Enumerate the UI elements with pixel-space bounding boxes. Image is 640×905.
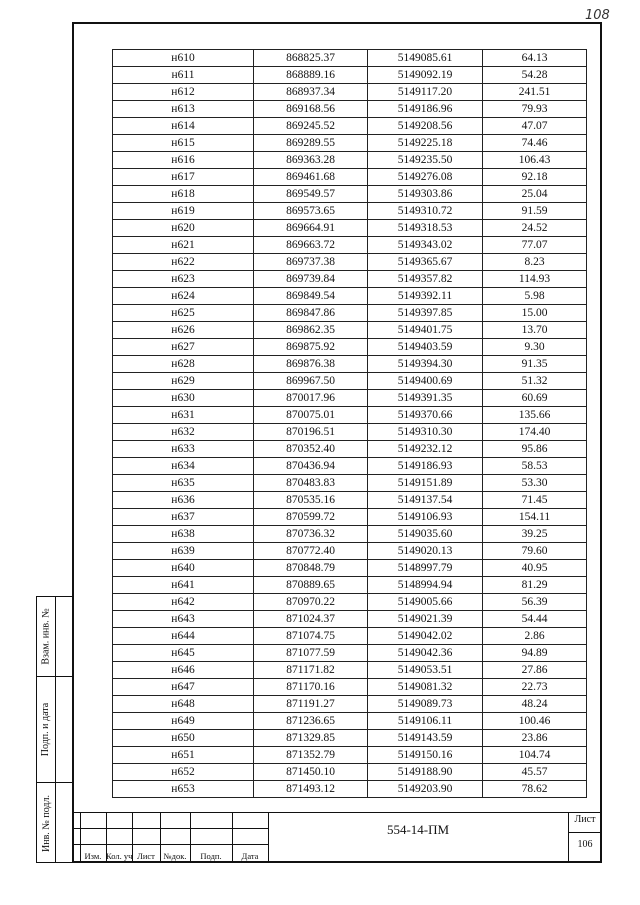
y-coordinate-cell: 5149021.39 [368,611,483,628]
point-name-cell: н616 [113,152,254,169]
distance-cell: 54.44 [483,611,587,628]
point-name-cell: н612 [113,84,254,101]
x-coordinate-cell: 869573.65 [254,203,368,220]
x-coordinate-cell: 869849.54 [254,288,368,305]
table-row [113,509,587,526]
point-name-cell: н642 [113,594,254,611]
table-row [113,679,587,696]
y-coordinate-cell: 5149085.61 [368,50,483,67]
distance-cell: 135.66 [483,407,587,424]
distance-cell: 94.89 [483,645,587,662]
table-row [113,339,587,356]
x-coordinate-cell: 869289.55 [254,135,368,152]
point-name-cell: н633 [113,441,254,458]
distance-cell: 81.29 [483,577,587,594]
distance-cell: 174.40 [483,424,587,441]
point-name-cell: н643 [113,611,254,628]
point-name-cell: н620 [113,220,254,237]
x-coordinate-cell: 870535.16 [254,492,368,509]
point-name-cell: н651 [113,747,254,764]
y-coordinate-cell: 5149232.12 [368,441,483,458]
y-coordinate-cell: 5149092.19 [368,67,483,84]
point-name-cell: н653 [113,781,254,798]
distance-cell: 241.51 [483,84,587,101]
table-row [113,594,587,611]
point-name-cell: н639 [113,543,254,560]
distance-cell: 58.53 [483,458,587,475]
x-coordinate-cell: 869461.68 [254,169,368,186]
distance-cell: 25.04 [483,186,587,203]
table-row [113,50,587,67]
y-coordinate-cell: 5149042.36 [368,645,483,662]
x-coordinate-cell: 870196.51 [254,424,368,441]
y-coordinate-cell: 5148997.79 [368,560,483,577]
distance-cell: 15.00 [483,305,587,322]
side-label-inv-original: Инв. № подл. [40,794,52,852]
distance-cell: 92.18 [483,169,587,186]
x-coordinate-cell: 870017.96 [254,390,368,407]
table-row [113,441,587,458]
table-row [113,747,587,764]
y-coordinate-cell: 5149392.11 [368,288,483,305]
table-row [113,526,587,543]
x-coordinate-cell: 871493.12 [254,781,368,798]
y-coordinate-cell: 5149042.02 [368,628,483,645]
x-coordinate-cell: 869549.57 [254,186,368,203]
table-row [113,271,587,288]
point-name-cell: н631 [113,407,254,424]
y-coordinate-cell: 5149303.86 [368,186,483,203]
y-coordinate-cell: 5149089.73 [368,696,483,713]
x-coordinate-cell: 870075.01 [254,407,368,424]
table-row [113,288,587,305]
table-row [113,237,587,254]
y-coordinate-cell: 5149053.51 [368,662,483,679]
table-row [113,475,587,492]
distance-cell: 78.62 [483,781,587,798]
stamp-label-count: Кол. уч [106,851,132,861]
distance-cell: 2.86 [483,628,587,645]
side-label-replace-inv: Взам. инв. № [40,608,52,665]
title-block [72,812,602,863]
stamp-label-date: Дата [241,851,259,861]
x-coordinate-cell: 869168.56 [254,101,368,118]
x-coordinate-cell: 870736.32 [254,526,368,543]
document-code: 554-14-ПМ [386,822,450,837]
point-name-cell: н626 [113,322,254,339]
sheet-label: Лист [574,814,596,825]
coordinates-table [112,49,587,798]
point-name-cell: н614 [113,118,254,135]
stamp-label-doc: №док. [163,851,187,861]
point-name-cell: н632 [113,424,254,441]
y-coordinate-cell: 5149143.59 [368,730,483,747]
y-coordinate-cell: 5149370.66 [368,407,483,424]
point-name-cell: н646 [113,662,254,679]
point-name-cell: н652 [113,764,254,781]
table-row [113,169,587,186]
sheet-number: 106 [577,839,593,850]
y-coordinate-cell: 5149394.30 [368,356,483,373]
table-row [113,696,587,713]
y-coordinate-cell: 5148994.94 [368,577,483,594]
distance-cell: 5.98 [483,288,587,305]
distance-cell: 45.57 [483,764,587,781]
y-coordinate-cell: 5149203.90 [368,781,483,798]
table-row [113,730,587,747]
distance-cell: 79.93 [483,101,587,118]
y-coordinate-cell: 5149235.50 [368,152,483,169]
table-row [113,322,587,339]
point-name-cell: н638 [113,526,254,543]
distance-cell: 47.07 [483,118,587,135]
x-coordinate-cell: 868825.37 [254,50,368,67]
table-row [113,67,587,84]
side-stamp [36,596,72,863]
distance-cell: 64.13 [483,50,587,67]
y-coordinate-cell: 5149365.67 [368,254,483,271]
point-name-cell: н628 [113,356,254,373]
x-coordinate-cell: 871074.75 [254,628,368,645]
table-row [113,254,587,271]
y-coordinate-cell: 5149391.35 [368,390,483,407]
x-coordinate-cell: 871236.65 [254,713,368,730]
x-coordinate-cell: 871077.59 [254,645,368,662]
table-row [113,84,587,101]
point-name-cell: н610 [113,50,254,67]
x-coordinate-cell: 869663.72 [254,237,368,254]
distance-cell: 54.28 [483,67,587,84]
y-coordinate-cell: 5149357.82 [368,271,483,288]
table-row [113,407,587,424]
y-coordinate-cell: 5149106.11 [368,713,483,730]
table-row [113,458,587,475]
y-coordinate-cell: 5149150.16 [368,747,483,764]
point-name-cell: н635 [113,475,254,492]
point-name-cell: н634 [113,458,254,475]
y-coordinate-cell: 5149106.93 [368,509,483,526]
distance-cell: 100.46 [483,713,587,730]
distance-cell: 91.35 [483,356,587,373]
table-row [113,186,587,203]
distance-cell: 48.24 [483,696,587,713]
table-row [113,118,587,135]
distance-cell: 95.86 [483,441,587,458]
point-name-cell: н622 [113,254,254,271]
table-row [113,628,587,645]
distance-cell: 56.39 [483,594,587,611]
point-name-cell: н630 [113,390,254,407]
point-name-cell: н648 [113,696,254,713]
stamp-label-sheet: Лист [137,851,155,861]
point-name-cell: н618 [113,186,254,203]
x-coordinate-cell: 869245.52 [254,118,368,135]
x-coordinate-cell: 871450.10 [254,764,368,781]
distance-cell: 71.45 [483,492,587,509]
x-coordinate-cell: 871170.16 [254,679,368,696]
table-row [113,356,587,373]
x-coordinate-cell: 871024.37 [254,611,368,628]
point-name-cell: н629 [113,373,254,390]
x-coordinate-cell: 869739.84 [254,271,368,288]
point-name-cell: н645 [113,645,254,662]
table-row [113,305,587,322]
table-row [113,645,587,662]
point-name-cell: н625 [113,305,254,322]
stamp-label-change: Изм. [84,851,102,861]
distance-cell: 22.73 [483,679,587,696]
y-coordinate-cell: 5149310.72 [368,203,483,220]
distance-cell: 53.30 [483,475,587,492]
y-coordinate-cell: 5149225.18 [368,135,483,152]
point-name-cell: н623 [113,271,254,288]
table-row [113,373,587,390]
table-row [113,611,587,628]
table-row [113,152,587,169]
table-row [113,424,587,441]
table-row [113,101,587,118]
x-coordinate-cell: 870772.40 [254,543,368,560]
y-coordinate-cell: 5149137.54 [368,492,483,509]
x-coordinate-cell: 871191.27 [254,696,368,713]
table-row [113,577,587,594]
x-coordinate-cell: 870970.22 [254,594,368,611]
x-coordinate-cell: 870483.83 [254,475,368,492]
x-coordinate-cell: 868889.16 [254,67,368,84]
distance-cell: 9.30 [483,339,587,356]
table-row [113,662,587,679]
distance-cell: 114.93 [483,271,587,288]
x-coordinate-cell: 871171.82 [254,662,368,679]
y-coordinate-cell: 5149397.85 [368,305,483,322]
x-coordinate-cell: 869862.35 [254,322,368,339]
x-coordinate-cell: 870848.79 [254,560,368,577]
table-row [113,390,587,407]
table-row [113,764,587,781]
distance-cell: 106.43 [483,152,587,169]
table-row [113,135,587,152]
distance-cell: 91.59 [483,203,587,220]
distance-cell: 40.95 [483,560,587,577]
x-coordinate-cell: 868937.34 [254,84,368,101]
y-coordinate-cell: 5149276.08 [368,169,483,186]
stamp-label-sign: Подп. [200,851,222,861]
distance-cell: 77.07 [483,237,587,254]
point-name-cell: н637 [113,509,254,526]
table-row [113,560,587,577]
y-coordinate-cell: 5149186.96 [368,101,483,118]
distance-cell: 39.25 [483,526,587,543]
point-name-cell: н611 [113,67,254,84]
distance-cell: 8.23 [483,254,587,271]
x-coordinate-cell: 869363.28 [254,152,368,169]
point-name-cell: н627 [113,339,254,356]
distance-cell: 27.86 [483,662,587,679]
distance-cell: 51.32 [483,373,587,390]
table-row [113,492,587,509]
y-coordinate-cell: 5149081.32 [368,679,483,696]
y-coordinate-cell: 5149005.66 [368,594,483,611]
point-name-cell: н615 [113,135,254,152]
table-row [113,713,587,730]
x-coordinate-cell: 870352.40 [254,441,368,458]
table-row [113,203,587,220]
table-row [113,543,587,560]
y-coordinate-cell: 5149117.20 [368,84,483,101]
point-name-cell: н640 [113,560,254,577]
y-coordinate-cell: 5149186.93 [368,458,483,475]
x-coordinate-cell: 869875.92 [254,339,368,356]
point-name-cell: н641 [113,577,254,594]
y-coordinate-cell: 5149400.69 [368,373,483,390]
y-coordinate-cell: 5149318.53 [368,220,483,237]
point-name-cell: н617 [113,169,254,186]
point-name-cell: н644 [113,628,254,645]
y-coordinate-cell: 5149035.60 [368,526,483,543]
distance-cell: 104.74 [483,747,587,764]
distance-cell: 60.69 [483,390,587,407]
y-coordinate-cell: 5149403.59 [368,339,483,356]
y-coordinate-cell: 5149208.56 [368,118,483,135]
x-coordinate-cell: 870889.65 [254,577,368,594]
distance-cell: 13.70 [483,322,587,339]
x-coordinate-cell: 871329.85 [254,730,368,747]
point-name-cell: н624 [113,288,254,305]
point-name-cell: н619 [113,203,254,220]
distance-cell: 154.11 [483,509,587,526]
table-row [113,781,587,798]
distance-cell: 24.52 [483,220,587,237]
point-name-cell: н647 [113,679,254,696]
x-coordinate-cell: 869967.50 [254,373,368,390]
distance-cell: 23.86 [483,730,587,747]
x-coordinate-cell: 869737.38 [254,254,368,271]
point-name-cell: н613 [113,101,254,118]
x-coordinate-cell: 870599.72 [254,509,368,526]
point-name-cell: н621 [113,237,254,254]
point-name-cell: н649 [113,713,254,730]
x-coordinate-cell: 870436.94 [254,458,368,475]
distance-cell: 74.46 [483,135,587,152]
x-coordinate-cell: 869664.91 [254,220,368,237]
y-coordinate-cell: 5149343.02 [368,237,483,254]
y-coordinate-cell: 5149151.89 [368,475,483,492]
handwritten-page-number: 108 [585,8,610,23]
y-coordinate-cell: 5149188.90 [368,764,483,781]
x-coordinate-cell: 869876.38 [254,356,368,373]
side-label-sign-date: Подп. и дата [40,702,52,756]
y-coordinate-cell: 5149310.30 [368,424,483,441]
point-name-cell: н636 [113,492,254,509]
distance-cell: 79.60 [483,543,587,560]
y-coordinate-cell: 5149020.13 [368,543,483,560]
table-row [113,220,587,237]
x-coordinate-cell: 871352.79 [254,747,368,764]
point-name-cell: н650 [113,730,254,747]
y-coordinate-cell: 5149401.75 [368,322,483,339]
x-coordinate-cell: 869847.86 [254,305,368,322]
